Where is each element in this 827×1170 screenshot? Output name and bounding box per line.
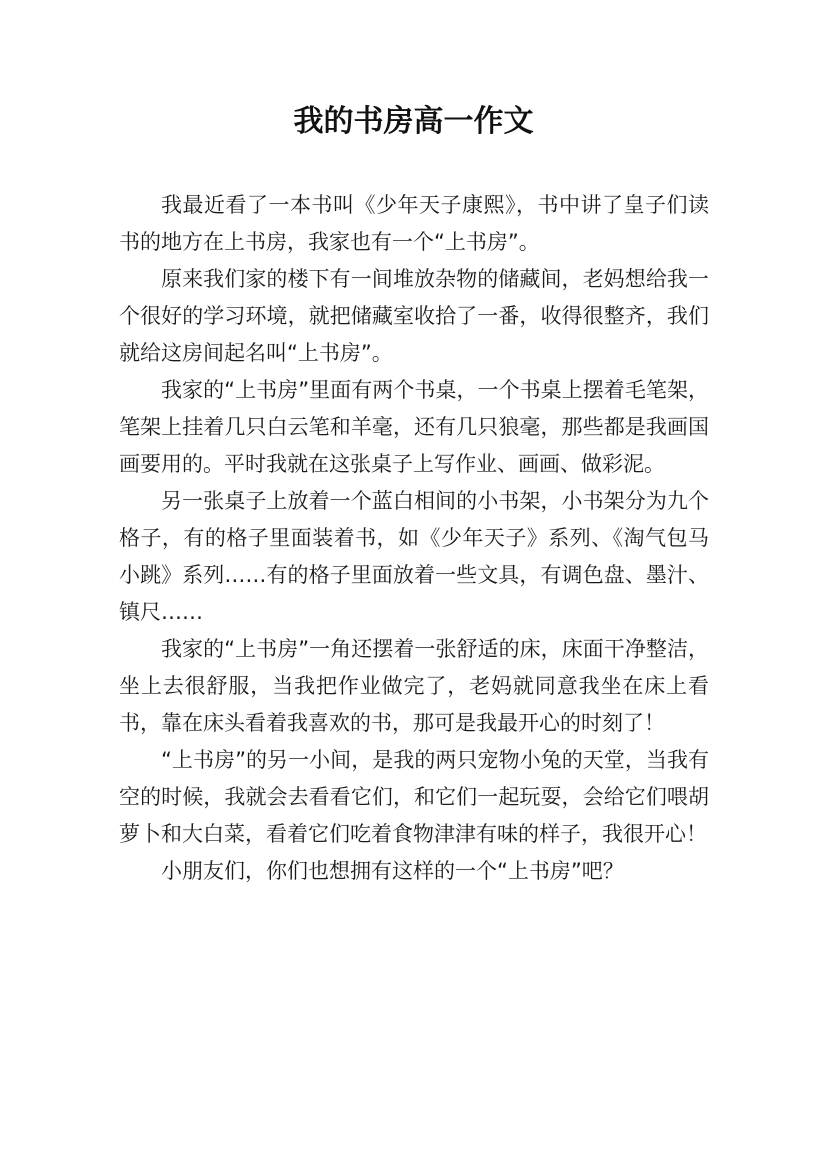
paragraph-7: 小朋友们，你们也想拥有这样的一个“上书房”吧？ (161, 859, 624, 883)
paragraph-2: 原来我们家的楼下有一间堆放杂物的储藏间，老妈想给我一个很好的学习环境，就把储藏室收拾了一番，收得很整齐，我们就给这房间起名叫“上书房”。 (119, 267, 709, 365)
document-title: 我的书房高一作文 (293, 104, 534, 139)
paragraph-4: 另一张桌子上放着一个蓝白相间的小书架，小书架分为九个格子，有的格子里面装着书，如《少年天子》系列、《淘气包马小跳》系列……有的格子里面放着一些文具，有调色盘、墨汁、镇尺…… (119, 489, 709, 624)
paragraph-1: 我最近看了一本书叫《少年天子康熙》，书中讲了皇子们读书的地方在上书房，我家也有一个“上书房”。 (119, 193, 709, 254)
paragraph-6: “上书房”的另一小间，是我的两只宠物小兔的天堂，当我有空的时候，我就会去看看它们，和它们一起玩耍，会给它们喂胡萝卜和大白菜，看着它们吃着食物津津有味的样子，我很开心！ (119, 748, 709, 846)
paragraph-5: 我家的“上书房”一角还摆着一张舒适的床，床面干净整洁，坐上去很舒服，当我把作业做完了，老妈就同意我坐在床上看书，靠在床头看着我喜欢的书，那可是我最开心的时刻了！ (119, 637, 709, 735)
document-body (119, 187, 709, 890)
paragraph-3: 我家的“上书房”里面有两个书桌，一个书桌上摆着毛笔架，笔架上挂着几只白云笔和羊毫，还有几只狼毫，那些都是我画国画要用的。平时我就在这张桌子上写作业、画画、做彩泥。 (119, 378, 709, 476)
